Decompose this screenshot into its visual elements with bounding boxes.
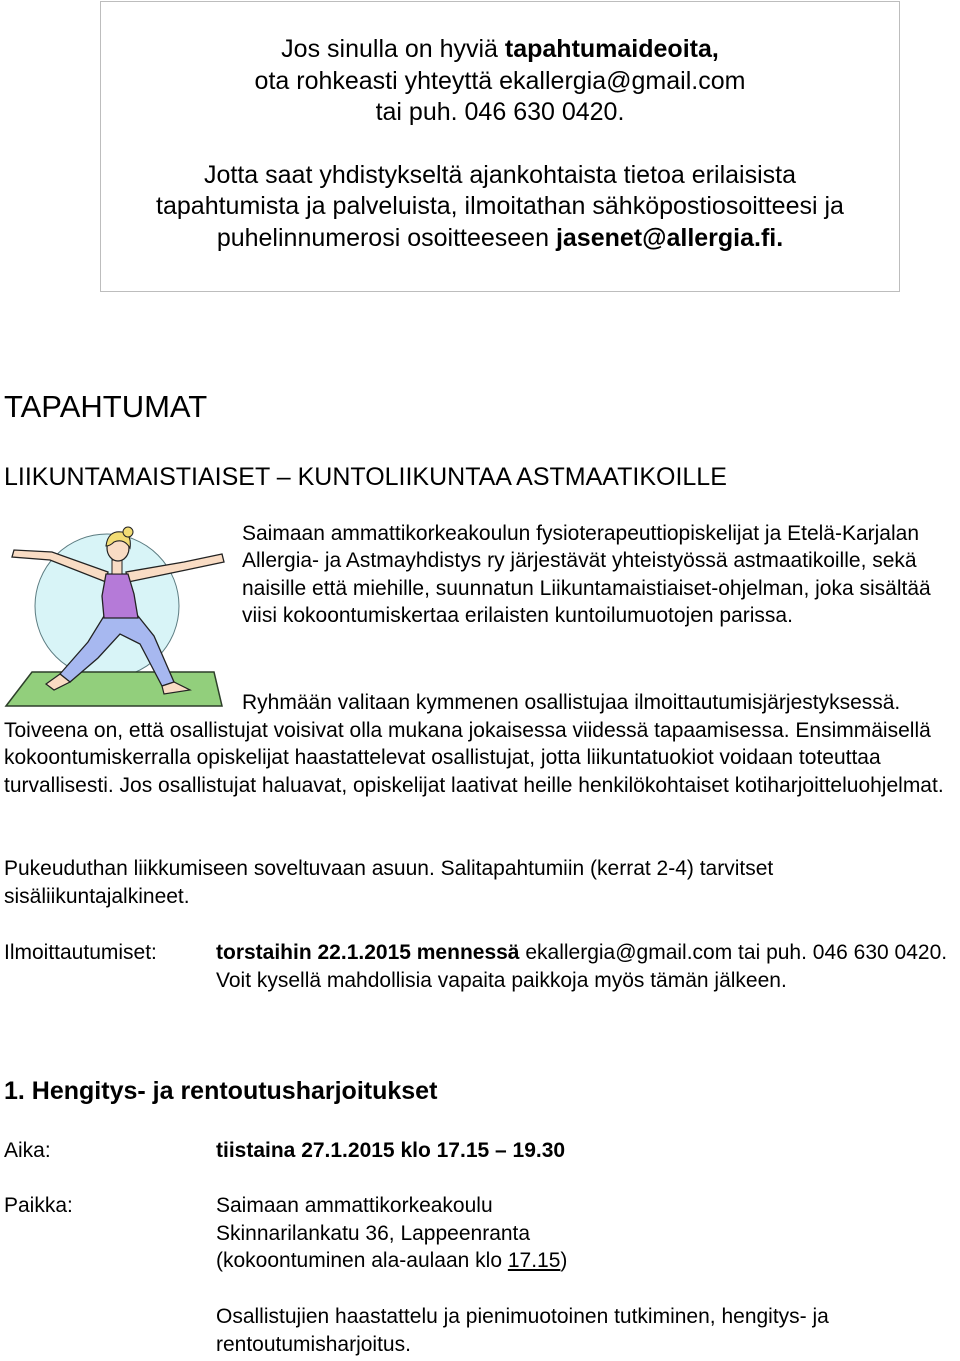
registration-value (216, 939, 956, 994)
hair-bun (123, 527, 133, 537)
member-email: jasenet@allergia.fi. (555, 223, 784, 252)
group-paragraph (4, 689, 958, 799)
place-value (216, 1192, 956, 1275)
section-title: 1. Hengitys- ja rentoutusharjoitukset (4, 1077, 438, 1105)
place-line: Saimaan ammattikorkeakoulu (216, 1194, 493, 1217)
intro-paragraph: Saimaan ammattikorkeakoulun fysioterapeuttiopiskelijat ja Etelä-Karjalan Allergia- ja Astmayhdistys ry järjestävät yhteistyössä astmaatikoille, sekä naisille että miehille, suunnatun Liikuntamaistiaiset-ohjelman, joka sisältää viisi kokoontumiskertaa erilaisten kuntoilumuotojen parissa. (242, 522, 931, 627)
place-label: Paikka: (4, 1194, 73, 1217)
meeting-time-link[interactable]: 17.15 (507, 1249, 561, 1272)
notice-line: ota rohkeasti yhteyttä ekallergia@gmail.com (254, 66, 746, 95)
event-series-heading: LIIKUNTAMAISTIAISET – KUNTOLIIKUNTAA ASTMAATIKOILLE (4, 463, 727, 491)
time-value (216, 1137, 956, 1165)
notice-line: puhelinnumerosi osoitteeseen (216, 223, 556, 252)
place-line: ) (560, 1249, 568, 1272)
group-text: Ryhmään valitaan kymmenen osallistujaa ilmoittautumisjärjestyksessä. Toiveena on, että osallistujat voisivat olla mukana jokaisessa viidessä tapaamisessa. Ensimmäisellä kokoontumiskerralla opiskelijat haastattelevat osallistujat, jotta liikuntatuokiot voidaan toteuttaa turvallisesti. Jos osallistujat haluavat, opiskelijat laativat heille henkilökohtaiset kotiharjoitteluohjelmat. (4, 691, 944, 797)
notice-line: tapahtumista ja palveluista, ilmoitathan sähköpostiosoitteesi ja (156, 192, 844, 220)
place-line: (kokoontuminen ala-aulaan klo (216, 1249, 508, 1272)
notice-line: tai puh. 046 630 0420. (375, 98, 625, 126)
neck (112, 560, 122, 574)
notice-contact (101, 34, 899, 129)
yoga-woman-illustration (4, 524, 234, 712)
notice-line: Jos sinulla on hyviä (281, 35, 505, 63)
registration-deadline: torstaihin 22.1.2015 mennessä (216, 941, 520, 964)
notice-bold: tapahtumaideoita, (504, 35, 719, 63)
notice-email-info (101, 160, 899, 255)
registration-contact: ekallergia@gmail.com tai puh. 046 630 0420. Voit kysellä mahdollisia vapaita paikkoja myös tämän jälkeen. (216, 941, 948, 992)
session-description: Osallistujien haastattelu ja pienimuotoinen tutkiminen, hengitys- ja rentoutumisharjoitus. (216, 1305, 829, 1356)
notice-line: Jotta saat yhdistykseltä ajankohtaista tietoa erilaisista (204, 160, 796, 189)
notice-box (100, 1, 900, 292)
place-line: Skinnarilankatu 36, Lappeenranta (216, 1221, 531, 1245)
time-label: Aika: (4, 1139, 51, 1162)
page-title: TAPAHTUMAT (4, 389, 208, 424)
registration-label: Ilmoittautumiset: (4, 941, 157, 964)
dress-paragraph: Pukeuduthan liikkumiseen soveltuvaan asuun. Salitapahtumiin (kerrat 2-4) tarvitset sisäliikuntajalkineet. (4, 857, 774, 908)
time-value-text: tiistaina 27.1.2015 klo 17.15 – 19.30 (216, 1139, 566, 1162)
